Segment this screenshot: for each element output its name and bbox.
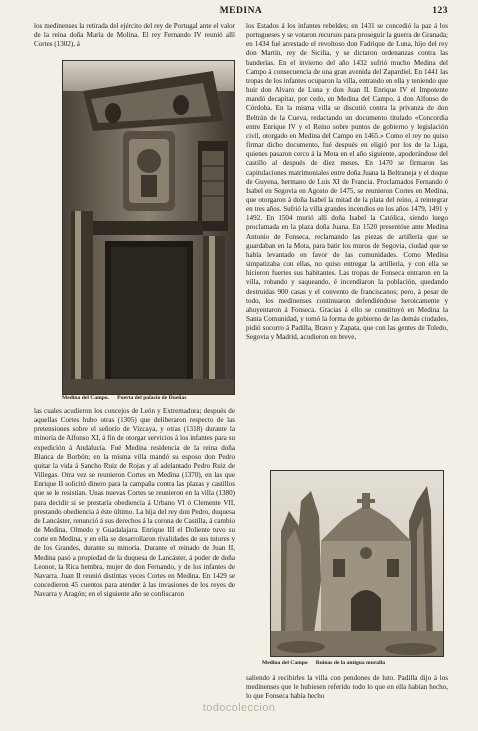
right-top-paragraph: los Estados á los infantes rebeldes; en 1431 se concedió la paz á los portugueses y se votaron recursos para proseguir la guerra de Granada; en 1434 fué arrestado el revoltoso don Fadrique de Luna, hijo del rey don Martín, rey de Sicilia, y se dictaron ordenanzas contra las banderías. En el invierno del año 1432 sufrió mucho Medina del Campo á consecuencia de una gran avenida del Zapardiel. En 1441 las tropas de los infantes ocuparon la villa, entrando en ella y teniendo que huir don Alvaro de Luna y don Juan II. Enrique IV el Impotente mandó decapitar, por cedo, en Medina del Campo, á don Alfonso de Córdoba. En la misma villa se discutió contra la privanza de don Beltrán de la Cueva, redactando un documento titulado «Concordia entre Enrique IV y el Reino sobre puntos de gobierno y legislación civil, otorgado en Medina del Campo en 1465.» Como el rey no quiso firmar dicho documento, fué después en eligió por los de la Liga, quienes pasaron cerco á la Mota en el año siguiente, apoderándose del castillo al después de diez meses. En 1470 se firmaron las capitulaciones matrimoniales entre doña Juana la Beltraneja y el duque de Guyena, hermano de Luis XI de Francia. Proclamados Fernando é Isabel en Segovia en Agosto de 1475, se reunieron Cortes en Medina, que otorgaron á doña Isabel la mitad de la plata del reino, á reintegrar en tres años. Sufrió la villa grandes incendios en los años 1479, 1491 y 1492. En 1504 murió allí doña Isabel la Católica, siendo luego proclamada en la plaza doña Juana. En 1520 presentóse ante Medina Antonio de Fonseca, reclamando las piezas de artillería que se guardaban en la Mota, para batir los muros de Segovia, ciudad que se había levantado en favor de las comunidades. Como Medina simpatizaba con ellas, no quiso entregar la artillería, y con ella se hicieron fuertes sus habitantes. Las tropas de Fonseca entraron en la villa, robando y saqueando, é incendiaron la población, quedando destruidas 900 casas y el convento de franciscanos; pero, á pesar de todo, los medinenses continuaron defendiéndose heroicamente y ahuyentaron á Fonseca. Gracias á ello se constituyó en Medina la Santa Comunidad, y tomó la forma de gobierno de las demás ciudades, pidió socorro á Padilla, Bravo y Zapata, que con las gentes de Toledo, Segovia y Madrid, acudieron en breve,	[246, 22, 448, 342]
left-column-top	[34, 22, 235, 56]
right-bottom-paragraph: saliendo á recibirles la villa con pendones de luto. Padilla dijo á los medinenses que le hubiesen referido todo lo que en ella habían hecho, lo que Fonseca había hecho	[246, 674, 448, 701]
right-column-bottom	[246, 674, 448, 724]
left-top-paragraph: los medinenses la retirada del ejército del rey de Portugal ante el valor de la reina doña María de Molina. El rey Fernando IV reunió allí Cortes (1302), á	[34, 22, 235, 49]
running-title: MEDINA	[219, 6, 263, 16]
photo-ruinas-muralla	[270, 470, 444, 657]
caption-right	[262, 660, 385, 666]
left-column-bottom	[34, 407, 235, 725]
right-column-top	[246, 22, 448, 468]
caption-left-description: Puerta del palacio de Dueñas	[117, 395, 187, 401]
caption-left-place: Medina del Campo.	[62, 395, 110, 401]
page-number: 123	[432, 6, 448, 16]
watermark-text: todocoleccion	[202, 702, 276, 714]
caption-right-description: Ruinas de la antigua muralla	[315, 660, 386, 666]
photo-palacio-duenas	[62, 60, 235, 395]
ruins-illustration	[271, 471, 443, 656]
left-bottom-paragraph: las cuales acudieron los concejos de León y Extremadura; después de aquellas Cortes hubo otras (1305) que deliberaron respecto de las pretensiones sobre el señorío de Vizcaya, y otras (1318) durante la minoría de Alfonso XI, á fin de otorgar servicios á los infantes para su expedición á Andalucía. Fué Medina residencia de la reina doña Blanca de Borbón; en la misma villa mandó su esposo don Pedro quitar la vida á Sancho Ruiz de Rojas y al adelantado Pedro Ruiz de Villegas. Otra vez se reunieron Cortes en Medina (1370), en las que Enrique II solicitó dinero para la campaña contra las plazas y castillos que se le resistían. Unas nuevas Cortes se reunieron en la villa (1380) para decidir si se prestaría obediencia á Urbano VI ó Clemente VII, prestando obediencia á éste último. La hija del rey don Pedro, duquesa de Lancáster, renunció á sus derechos á la corona de Castilla, á cambio de Medina, Olmedo y Guadalajara. Enrique III el Doliente tuvo su corte en Medina, y en ella se desarrollaron rivalidades de sus tutores y de los Grandes, durante su minoría. Durante el reinado de Juan II, Medina pasó a propiedad de la duquesa de Lancáster, á poder de doña Leonor, la Rica hembra, mujer de don Fernando, y de los infantes de Navarra. Juan II reunió distintas veces Cortes en Medina. En 1429 se concedieron 45 cuentos para atender á las invasiones de los reyes de Navarra y Aragón; en el siguiente año se confiscaron	[34, 407, 235, 599]
doorway-illustration	[63, 61, 234, 394]
caption-left	[62, 395, 186, 401]
caption-right-place: Medina del Campo	[262, 660, 308, 666]
page-header	[34, 6, 448, 20]
